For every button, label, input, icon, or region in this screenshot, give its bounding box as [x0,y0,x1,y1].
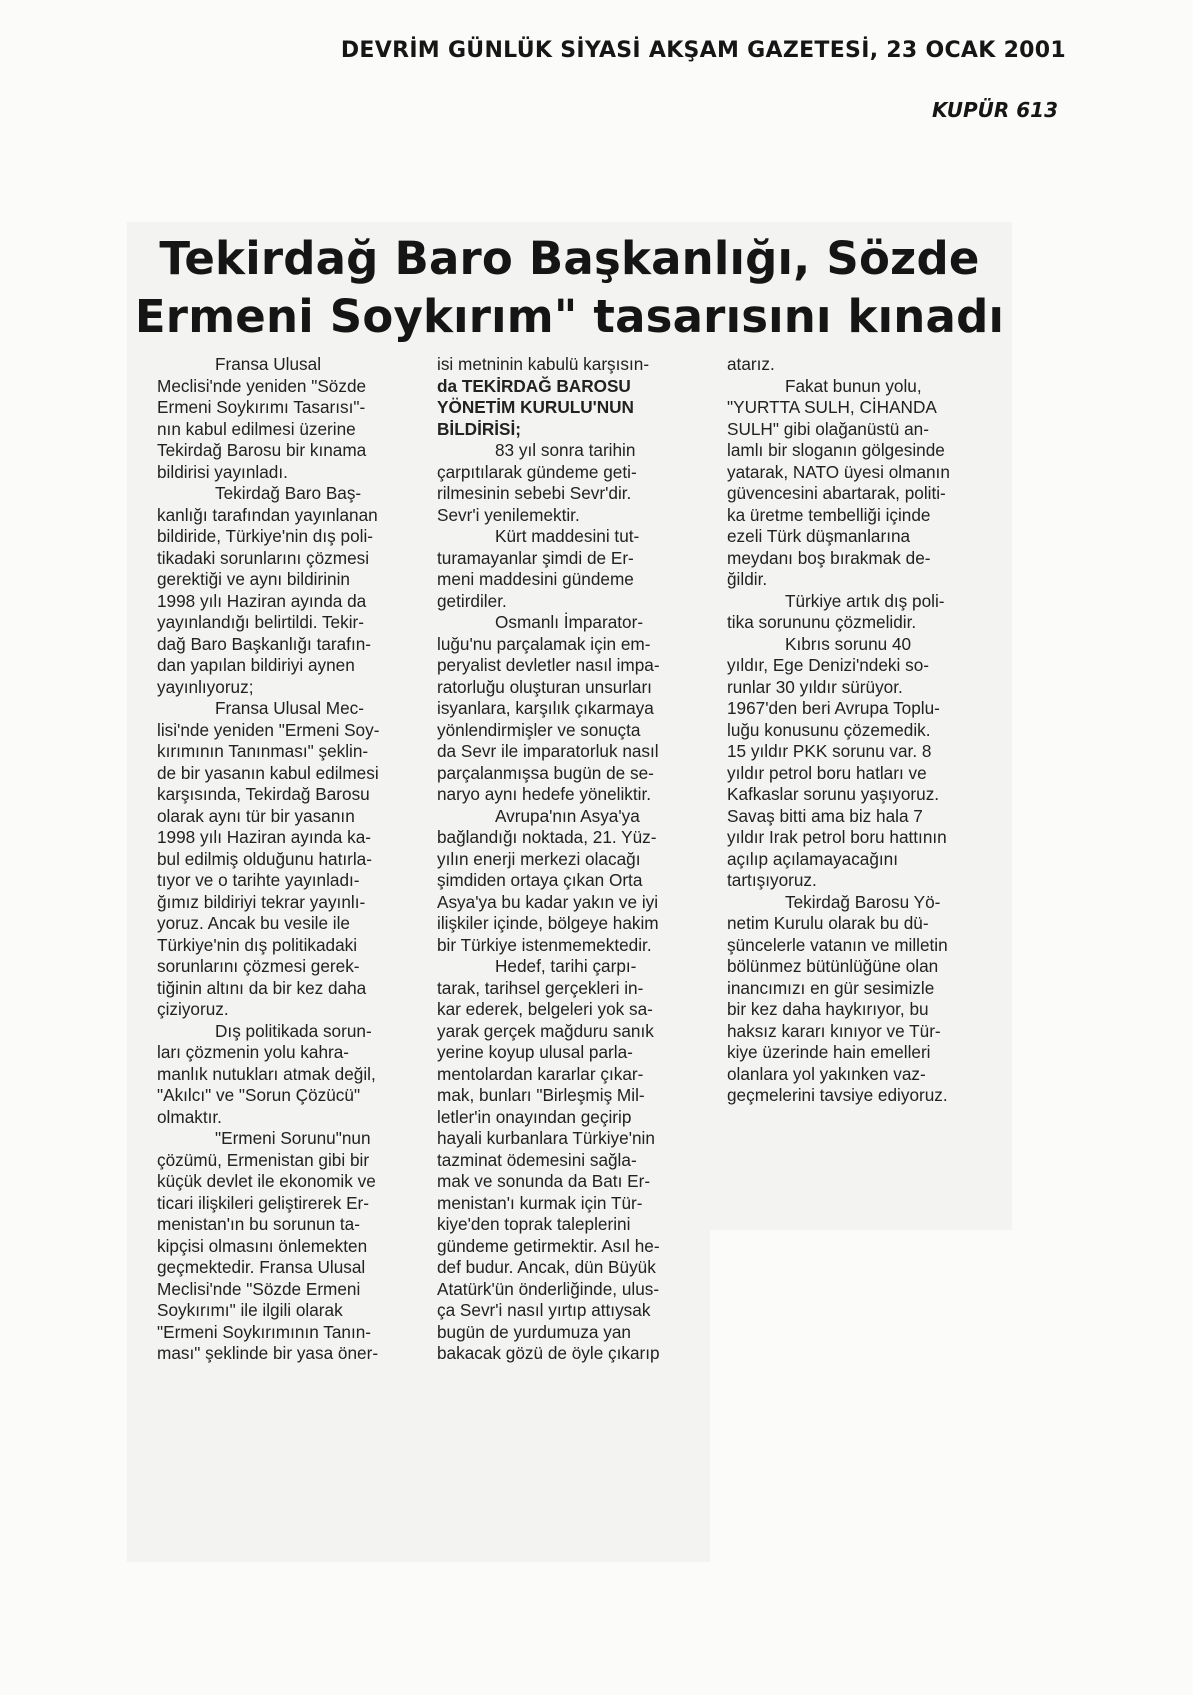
article-line: karşısında, Tekirdağ Barosu [157,784,370,804]
article-line: Ermeni Soykırımı Tasarısı"- [157,397,366,417]
article-line: Kafkaslar sorunu yaşıyoruz. [727,784,940,804]
article-line: SULH" gibi olağanüstü an- [727,418,929,439]
article-line: menistan'ın bu sorunun ta- [157,1214,360,1234]
article-line: isyanlara, karşılık çıkarmaya [437,698,654,718]
article-line: yıldır petrol boru hatları ve [727,762,927,783]
article-line: Meclisi'nde "Sözde Ermeni [157,1278,361,1299]
article-line: "Ermeni Soykırımının Tanın- [157,1321,372,1342]
article-line: yoruz. Ancak bu vesile ile [157,913,350,933]
article-line: Soykırımı" ile ilgili olarak [157,1300,343,1320]
article-line: kiye'den toprak taleplerini [437,1214,631,1234]
article-line: 1967'den beri Avrupa Toplu- [727,698,940,718]
article-line: geçmektedir. Fransa Ulusal [157,1257,366,1277]
article-line: yılın enerji merkezi olacağı [437,848,641,869]
article-line: bakacak gözü de öyle çıkarıp [437,1343,660,1363]
article-line: ka üretme tembelliği içinde [727,504,931,525]
article-line: ça Sevr'i nasıl yırtıp attıysak [437,1300,651,1320]
article-line: olarak aynı tür bir yasanın [157,805,355,826]
article-line: "Ermeni Sorunu"nun [215,1128,371,1148]
article-line: haksız kararı kınıyor ve Tür- [727,1020,941,1041]
article-line: da Sevr ile imparatorluk nasıl [437,741,659,761]
article-line: Fransa Ulusal Mec- [215,698,364,718]
article-line: netim Kurulu olarak bu dü- [727,913,929,933]
article-line: Savaş bitti ama biz hala 7 [727,805,923,826]
article-line: 83 yıl sonra tarihin [495,440,636,460]
article-line: Fakat bunun yolu, [785,375,922,396]
article-line: bul edilmiş olduğunu hatırla- [157,848,372,869]
article-line: Kürt maddesini tut- [495,526,640,546]
article-line: mentolardan kararlar çıkar- [437,1063,644,1084]
article-line: Meclisi'nde yeniden "Sözde [157,375,367,396]
article-line: şimdiden ortaya çıkan Orta [437,870,643,890]
article-line: runlar 30 yıldır sürüyor. [727,676,903,697]
article-clipping [127,222,1012,1562]
article-line: getirdiler. [437,590,507,611]
article-line: ları çözmenin yolu kahra- [157,1042,350,1062]
article-line: hayali kurbanlara Türkiye'nin [437,1128,655,1148]
article-line: Atatürk'ün önderliğinde, ulus- [437,1278,660,1299]
article-line: gerektiği ve aynı bildirinin [157,569,350,589]
article-line: Fransa Ulusal [215,354,322,374]
article-line: ticari ilişkileri geliştirerek Er- [157,1192,370,1213]
article-line: yarak gerçek mağduru sanık [437,1020,654,1041]
article-line: meni maddesini gündeme [437,569,634,589]
article-line: ması" şeklinde bir yasa öner- [157,1343,379,1363]
article-line: lisi'nde yeniden "Ermeni Soy- [157,719,380,740]
article-line: BİLDİRİSİ; [437,418,522,439]
article-line: da TEKİRDAĞ BAROSU [437,375,631,396]
article-line: şüncelerle vatanın ve milletin [727,934,948,955]
article-line: yayınlıyoruz; [157,676,254,697]
article-line: luğu konusunu çözemedik. [727,719,931,740]
article-line: yıldır Irak petrol boru hattının [727,827,947,847]
article-line: olanlara yol yakınken vaz- [727,1063,926,1084]
article-line: Dış politikada sorun- [215,1020,372,1041]
article-line: açılıp açılamayacağını [727,848,899,869]
article-line: luğu'nu parçalamak için em- [437,633,651,654]
headline-line-2: Ermeni Soykırım" tasarısını kınadı [134,290,1005,343]
article-line: 1998 yılı Haziran ayında da [157,590,367,611]
article-line: isi metninin kabulü karşısın- [437,354,650,374]
article-line: tikadaki sorunlarını çözmesi [157,547,370,568]
article-line: naryo aynı hedefe yöneliktir. [437,784,652,804]
article-line: yerine koyup ulusal parla- [437,1042,633,1062]
article-line: inancımızı en gür sesimizle [727,977,935,998]
clipping-number: KUPÜR 613 [931,98,1058,122]
article-line: tartışıyoruz. [727,870,817,890]
article-line: geçmelerini tavsiye ediyoruz. [727,1085,948,1105]
article-line: Hedef, tarihi çarpı- [495,956,637,976]
article-line: çözümü, Ermenistan gibi bir [157,1149,370,1170]
article-line: olmaktır. [157,1106,222,1127]
article-line: yayınlandığı belirtildi. Tekir- [157,612,364,632]
article-line: manlık nutukları atmak değil, [157,1063,376,1084]
article-line: Tekirdağ Baro Baş- [215,483,362,503]
article-column-1 [157,354,402,1365]
headline-line-1: Tekirdağ Baro Başkanlığı, Sözde [159,232,980,285]
article-line: tıyor ve o tarihte yayınladı- [157,870,360,890]
article-line: Osmanlı İmparator- [495,612,644,632]
article-line: çiziyoruz. [157,999,229,1019]
article-line: dağ Baro Başkanlığı tarafın- [157,633,372,654]
article-column-3 [727,354,997,1107]
newspaper-header: DEVRİM GÜNLÜK SİYASİ AKŞAM GAZETESİ, 23 OCAK 2001 [340,38,1066,63]
article-line: YÖNETİM KURULU'NUN [437,397,634,417]
article-line: Kıbrıs sorunu 40 [785,633,912,654]
article-line: yıldır, Ege Denizi'ndeki so- [727,655,929,675]
article-line: turamayanlar şimdi de Er- [437,547,634,568]
article-line: parçalanmışsa bugün de se- [437,762,654,783]
article-line: Türkiye artık dış poli- [785,590,945,611]
article-line: kırımının Tanınması" şeklin- [157,741,369,761]
article-line: bağlandığı noktada, 21. Yüz- [437,827,657,847]
article-line: letler'in onayından geçirip [437,1106,632,1127]
article-line: tiğinin altını da bir kez daha [157,977,367,998]
article-line: ratorluğu oluşturan unsurları [437,676,652,697]
article-line: Sevr'i yenilemektir. [437,504,580,525]
article-line: ezeli Türk düşmanlarına [727,526,911,546]
article-line: çarpıtılarak gündeme geti- [437,461,637,482]
article-line: nın kabul edilmesi üzerine [157,418,356,439]
article-line: bir Türkiye istenmemektedir. [437,934,652,955]
article-line: tazminat ödemesini sağla- [437,1149,637,1170]
article-line: def budur. Ancak, dün Büyük [437,1257,656,1277]
article-line: bugün de yurdumuza yan [437,1321,631,1342]
article-line: bir kez daha haykırıyor, bu [727,999,929,1019]
article-line: mak, bunları "Birleşmiş Mil- [437,1085,645,1105]
article-line: Tekirdağ Barosu Yö- [785,891,941,912]
article-line: küçük devlet ile ekonomik ve [157,1171,376,1191]
article-line: "Akılcı" ve "Sorun Çözücü" [157,1085,361,1105]
article-line: güvencesini abartarak, politi- [727,483,946,503]
article-line: ğildir. [727,569,768,589]
article-line: mak ve sonunda da Batı Er- [437,1171,651,1191]
article-line: Tekirdağ Barosu bir kınama [157,440,367,460]
article-line: 15 yıldır PKK sorunu var. 8 [727,741,932,761]
article-line: Avrupa'nın Asya'ya [495,805,640,826]
article-line: Asya'ya bu kadar yakın ve iyi [437,891,659,912]
article-line: 1998 yılı Haziran ayında ka- [157,827,372,847]
article-line: lamlı bir sloganın gölgesinde [727,440,945,460]
article-line: gündeme getirmektir. Asıl he- [437,1235,660,1256]
article-line: kanlığı tarafından yayınlanan [157,504,378,525]
clipping-cutout [710,1230,1012,1562]
article-headline [127,230,1012,346]
article-line: "YURTTA SULH, CİHANDA [727,397,937,417]
article-line: de bir yasanın kabul edilmesi [157,762,379,783]
article-line: bölünmez bütünlüğüne olan [727,956,939,976]
article-line: kipçisi olmasını önlemekten [157,1235,368,1256]
article-line: kiye üzerinde hain emelleri [727,1042,931,1062]
article-line: dan yapılan bildiriyi aynen [157,655,355,675]
article-line: yönlendirmişler ve sonuçta [437,719,641,740]
article-line: atarız. [727,354,775,374]
article-line: menistan'ı kurmak için Tür- [437,1192,643,1213]
article-line: Türkiye'nin dış politikadaki [157,934,358,955]
article-line: bildiride, Türkiye'nin dış poli- [157,526,373,546]
article-line: meydanı boş bırakmak de- [727,547,931,568]
article-line: yatarak, NATO üyesi olmanın [727,461,950,482]
article-line: tarak, tarihsel gerçekleri in- [437,977,644,998]
article-line: rilmesinin sebebi Sevr'dir. [437,483,632,503]
article-line: tika sorununu çözmelidir. [727,612,917,632]
article-column-2 [437,354,702,1365]
article-line: ilişkiler içinde, bölgeye hakim [437,913,659,933]
article-line: sorunlarını çözmesi gerek- [157,956,360,976]
article-line: bildirisi yayınladı. [157,461,288,482]
article-line: peryalist devletler nasıl impa- [437,655,660,675]
article-line: kar ederek, belgeleri yok sa- [437,999,653,1019]
article-line: ğımız bildiriyi tekrar yayınlı- [157,891,366,912]
